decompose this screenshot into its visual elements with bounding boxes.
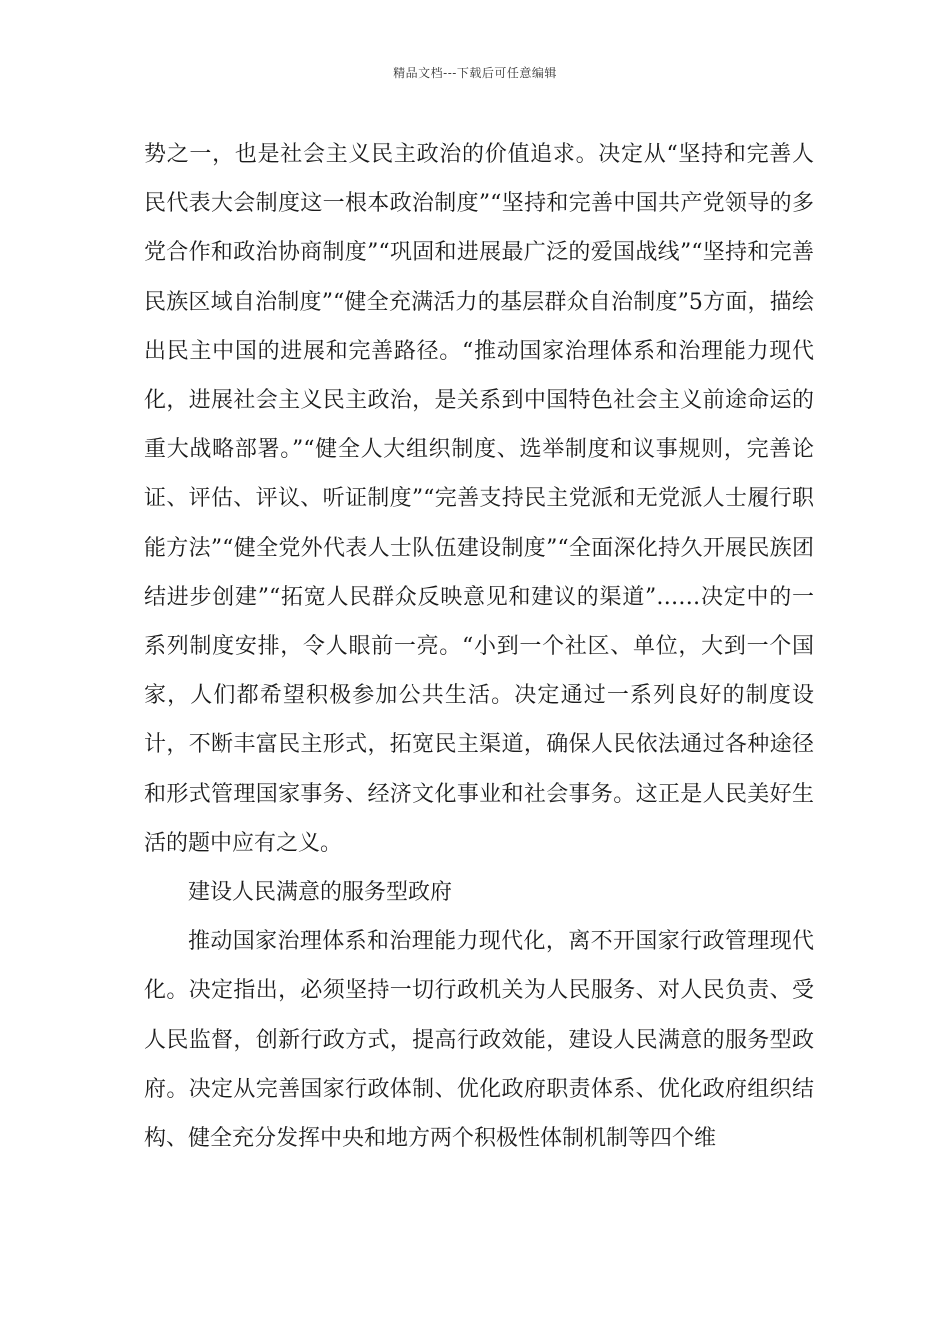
paragraph-continued: 势之一，也是社会主义民主政治的价值追求。决定从“坚持和完善人民代表大会制度这一根本政治制度”“坚持和完善中国共产党领导的多党合作和政治协商制度”“巩固和进展最广泛的爱国战线”“坚持和完善民族区域自治制度”“健全充满活力的基层群众自治制度”5方面，描绘出民主中国的进展和完善路径。“推动国家治理体系和治理能力现代化，进展社会主义民主政治，是关系到中国特色社会主义前途命运的重大战略部署。”“健全人大组织制度、选举制度和议事规则，完善论证、评估、评议、听证制度”“完善支持民主党派和无党派人士履行职能方法”“健全党外代表人士队伍建设制度”“全面深化持久开展民族团结进步创建”“拓宽人民群众反映意见和建议的渠道”……决定中的一系列制度安排，令人眼前一亮。“小到一个社区、单位，大到一个国家，人们都希望积极参加公共生活。决定通过一系列良好的制度设计，不断丰富民主形式，拓宽民主渠道，确保人民依法通过各种途径和形式管理国家事务、经济文化事业和社会事务。这正是人民美好生活的题中应有之义。 (144, 142, 814, 856)
document-body (144, 130, 814, 1163)
page-header: 精品文档---下载后可任意编辑 (393, 66, 557, 80)
section-heading: 建设人民满意的服务型政府 (188, 880, 453, 906)
paragraph: 推动国家治理体系和治理能力现代化，离不开国家行政管理现代化。决定指出，必须坚持一切行政机关为人民服务、对人民负责、受人民监督，创新行政方式，提高行政效能，建设人民满意的服务型政府。决定从完善国家行政体制、优化政府职责体系、优化政府组织结构、健全充分发挥中央和地方两个积极性体制机制等四个维 (144, 929, 814, 1152)
